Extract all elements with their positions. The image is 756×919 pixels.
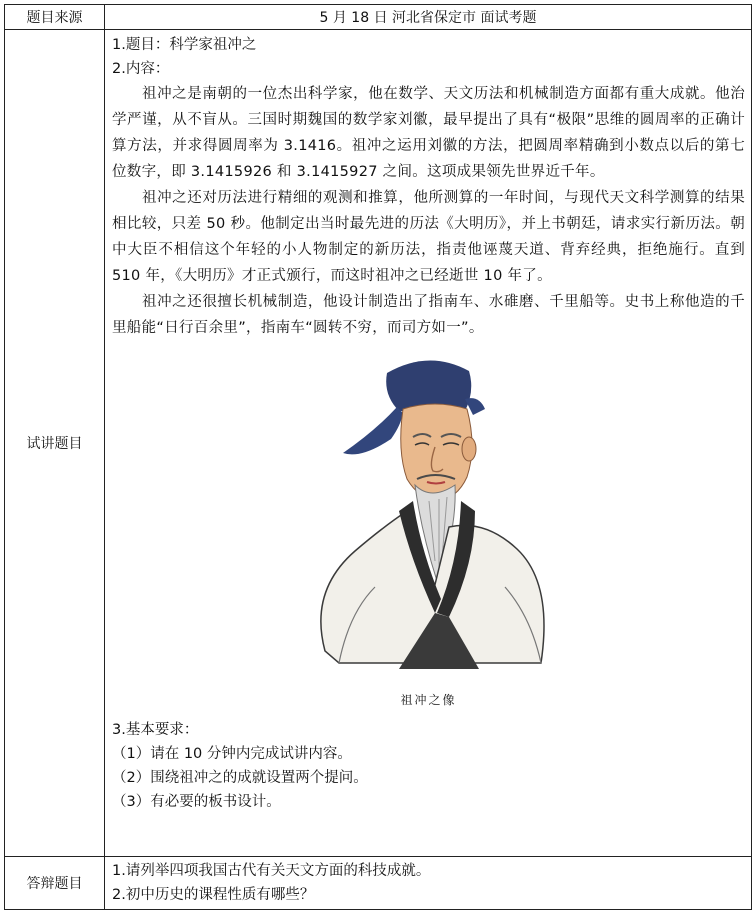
defense-row xyxy=(5,857,752,910)
lecture-label: 试讲题目 xyxy=(5,30,105,857)
paragraph-3: 祖冲之还很擅长机械制造，他设计制造出了指南车、水碓磨、千里船等。史书上称他造的千里船能“日行百余里”，指南车“圆转不穷，而司方如一”。 xyxy=(112,294,745,336)
lecture-row xyxy=(5,30,752,857)
lecture-title: 1.题目：科学家祖冲之 xyxy=(112,37,257,53)
defense-question: 2.初中历史的课程性质有哪些？ xyxy=(112,887,315,903)
zu-chongzhi-portrait xyxy=(279,351,579,686)
requirement-item: （1）请在 10 分钟内完成试讲内容。 xyxy=(112,746,352,762)
lecture-cell xyxy=(105,30,752,857)
image-caption: 祖冲之像 xyxy=(400,693,457,707)
portrait-figure xyxy=(112,351,745,686)
defense-label: 答辩题目 xyxy=(5,857,105,910)
defense-cell xyxy=(105,857,752,910)
paragraph-2: 祖冲之还对历法进行精细的观测和推算，他所测算的一年时间，与现代天文科学测算的结果相比较，只差 50 秒。他制定出当时最先进的历法《大明历》，并上书朝廷，请求实行新历法。朝中大臣不相信这个年轻的小人物制定的新历法，指责他诬蔑天道、背弃经典，拒绝施行。直到 510 年，《大明历》才正式颁行，而这时祖冲之已经逝世 10 年了。 xyxy=(112,190,745,284)
source-label: 题目来源 xyxy=(5,5,105,30)
requirement-item: （2）围绕祖冲之的成就设置两个提问。 xyxy=(112,770,368,786)
content-label: 2.内容： xyxy=(112,61,170,77)
paragraph-1: 祖冲之是南朝的一位杰出科学家，他在数学、天文历法和机械制造方面都有重大成就。他治学严谨，从不盲从。三国时期魏国的数学家刘徽，最早提出了具有“极限”思维的圆周率的正确计算方法，并求得圆周率为 3.1416。祖冲之运用刘徽的方法，把圆周率精确到小数点以后的第七位数字，即 3.1415926 和 3.1415927 之间。这项成果领先世界近千年。 xyxy=(112,86,745,180)
exam-table xyxy=(4,4,752,910)
requirements-title: 3.基本要求： xyxy=(112,722,199,738)
header-row xyxy=(5,5,752,30)
defense-question: 1.请列举四项我国古代有关天文方面的科技成就。 xyxy=(112,863,431,879)
requirement-item: （3）有必要的板书设计。 xyxy=(112,794,281,810)
source-value: 5 月 18 日 河北省保定市 面试考题 xyxy=(105,5,752,30)
